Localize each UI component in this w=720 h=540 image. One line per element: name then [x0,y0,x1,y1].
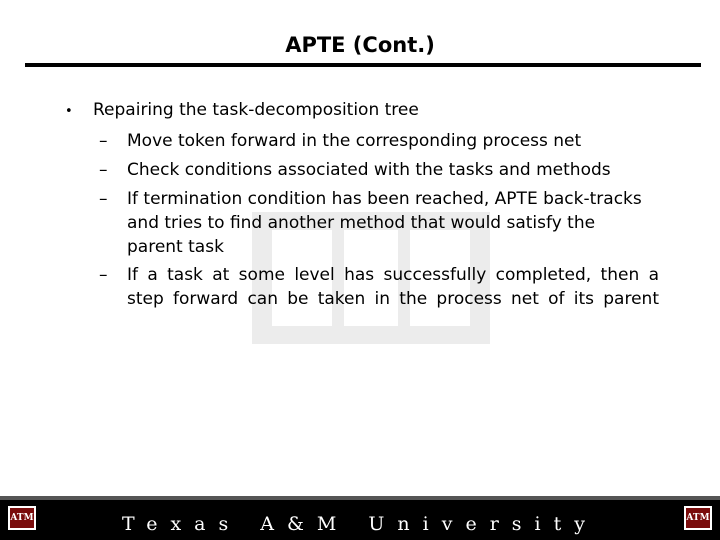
atm-logo-right-icon: ATM [684,506,712,530]
dash-marker: – [99,189,108,209]
atm-logo-left-icon: ATM [8,506,36,530]
footer-university-name: Texas A&M University [122,513,598,535]
bullet-marker: • [65,104,73,119]
slide-title: APTE (Cont.) [285,33,435,57]
sub-bullet-3-line-2: and tries to find another method that would satisfy the [127,213,596,233]
sub-bullet-2: Check conditions associated with the tasks and methods [127,160,611,180]
sub-bullet-1: Move token forward in the corresponding process net [127,131,582,151]
sub-bullet-3-line-1: If termination condition has been reached, APTE back-tracks [127,189,642,209]
sub-bullet-4-line-1: If a task at some level has successfully completed, then a [127,265,659,285]
footer-band [0,496,720,500]
sub-bullet-4-line-2: step forward can be taken in the process net of its parent [127,289,659,309]
dash-marker: – [99,160,108,180]
sub-bullet-3-line-3: parent task [127,237,224,257]
dash-marker: – [99,265,108,285]
dash-marker: – [99,131,108,151]
title-underline [25,63,701,67]
bullet-main: Repairing the task-decomposition tree [93,100,419,120]
